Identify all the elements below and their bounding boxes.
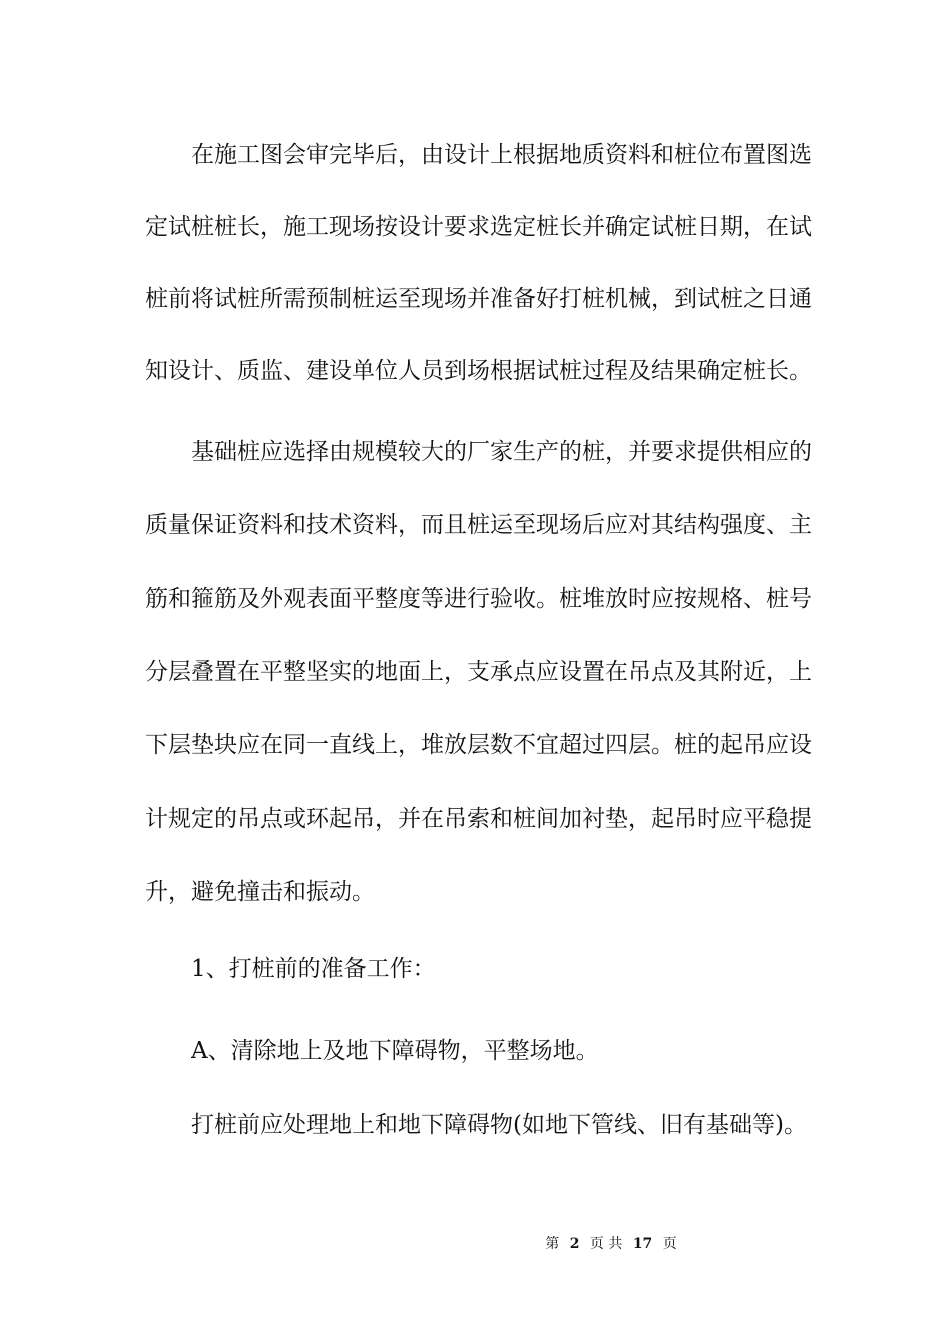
- paragraph-line: 在施工图会审完毕后，由设计上根据地质资料和桩位布置图选: [191, 142, 812, 168]
- subsection-heading: A、清除地上及地下障碍物，平整场地。: [191, 1038, 599, 1064]
- paragraph-line: 下层垫块应在同一直线上，堆放层数不宜超过四层。桩的起吊应设: [145, 732, 812, 758]
- paragraph-line: 定试桩桩长，施工现场按设计要求选定桩长并确定试桩日期，在试: [145, 214, 812, 240]
- paragraph-line: 计规定的吊点或环起吊，并在吊索和桩间加衬垫，起吊时应平稳提: [145, 806, 812, 832]
- footer-page-number: 2: [569, 1236, 580, 1252]
- footer-prefix: 第: [545, 1236, 560, 1252]
- paragraph-line: 质量保证资料和技术资料，而且桩运至现场后应对其结构强度、主: [145, 512, 812, 538]
- paragraph-line: 筋和箍筋及外观表面平整度等进行验收。桩堆放时应按规格、桩号: [145, 586, 812, 612]
- footer-suffix: 页: [662, 1236, 677, 1252]
- section-heading: 1、打桩前的准备工作：: [191, 956, 436, 982]
- paragraph-line: 桩前将试桩所需预制桩运至现场并准备好打桩机械，到试桩之日通: [145, 286, 812, 312]
- paragraph-line: 打桩前应处理地上和地下障碍物(如地下管线、旧有基础等)。: [191, 1112, 807, 1138]
- paragraph-line: 升，避免撞击和振动。: [145, 879, 375, 905]
- footer-total-pages: 17: [632, 1236, 653, 1252]
- footer-middle: 页 共: [589, 1236, 623, 1252]
- page-footer: [0, 1234, 950, 1254]
- paragraph-line: 知设计、质监、建设单位人员到场根据试桩过程及结果确定桩长。: [145, 358, 812, 384]
- paragraph-line: 分层叠置在平整坚实的地面上，支承点应设置在吊点及其附近，上: [145, 659, 812, 685]
- paragraph-line: 基础桩应选择由规模较大的厂家生产的桩，并要求提供相应的: [191, 439, 812, 465]
